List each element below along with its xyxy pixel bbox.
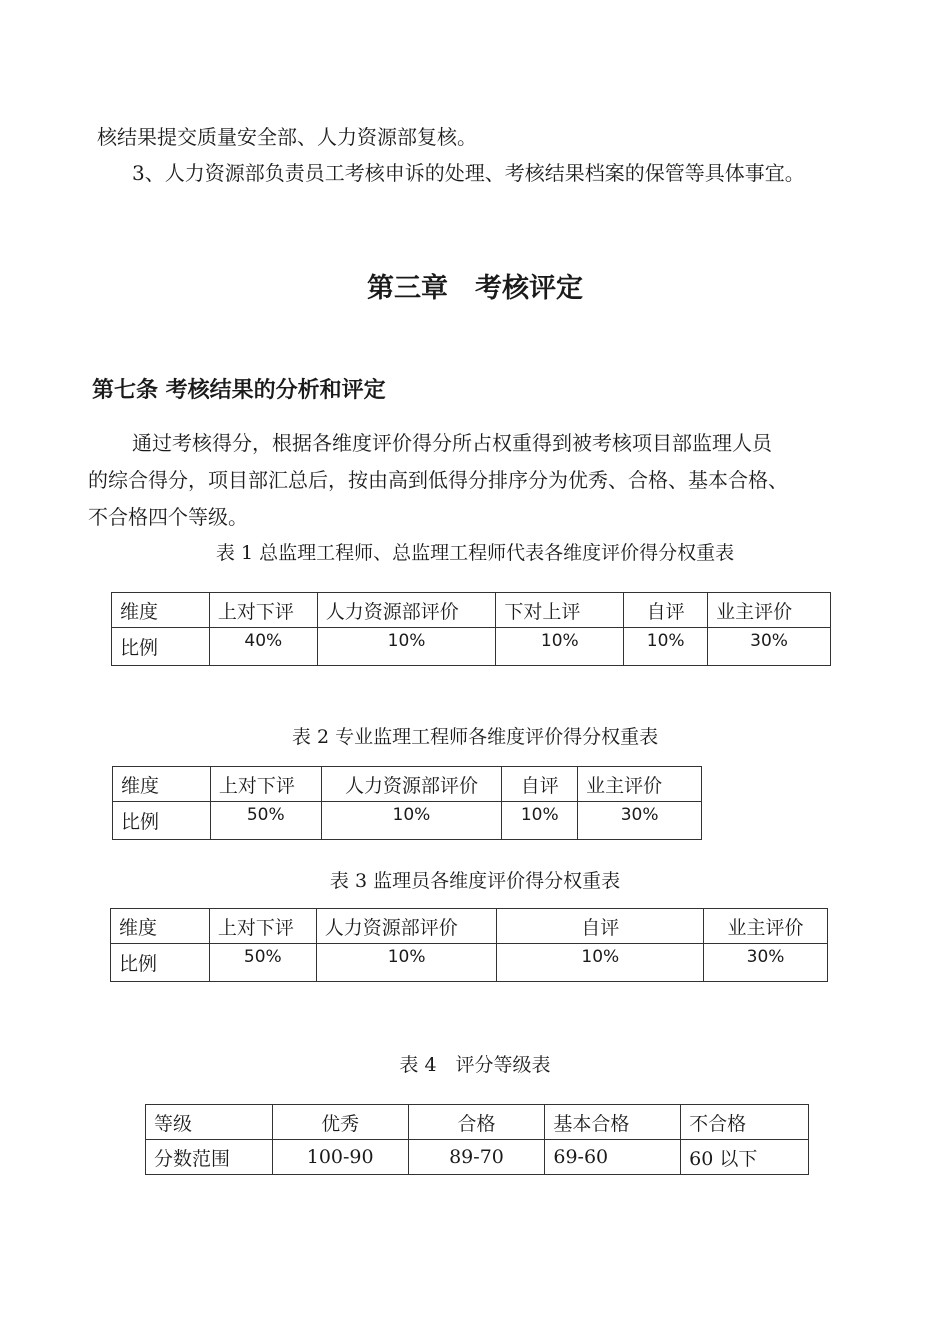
table-cell: 10% [317, 628, 496, 666]
table-cell: 优秀 [272, 1105, 408, 1140]
table3 [110, 908, 828, 982]
table-cell: 50% [209, 944, 316, 982]
table-cell: 维度 [112, 593, 210, 628]
table3-value-row [111, 944, 828, 982]
table4-caption: 表 4 评分等级表 [399, 1054, 551, 1076]
table-cell: 等级 [146, 1105, 273, 1140]
table-cell: 分数范围 [146, 1140, 273, 1175]
table-cell: 自评 [502, 767, 578, 802]
table4-value-row [146, 1140, 809, 1175]
paragraph-line-3: 不合格四个等级。 [88, 505, 248, 529]
table4-header-row [146, 1105, 809, 1140]
article-title: 第七条 考核结果的分析和评定 [92, 378, 386, 403]
table-cell: 40% [209, 628, 317, 666]
chapter-title: 第三章 考核评定 [367, 273, 583, 304]
table-cell: 比例 [113, 802, 211, 840]
table3-header-row [111, 909, 828, 944]
table-cell: 30% [578, 802, 702, 840]
table-cell: 10% [502, 802, 578, 840]
table-cell: 10% [496, 628, 624, 666]
table1 [111, 592, 831, 666]
table-cell: 人力资源部评价 [317, 593, 496, 628]
table-cell: 人力资源部评价 [316, 909, 497, 944]
intro-line-2: 3、人力资源部负责员工考核申诉的处理、考核结果档案的保管等具体事宜。 [132, 161, 805, 185]
table-cell: 自评 [624, 593, 708, 628]
table-cell: 自评 [497, 909, 704, 944]
table1-header-row [112, 593, 831, 628]
table-cell: 89-70 [408, 1140, 545, 1175]
table-cell: 30% [708, 628, 831, 666]
table-cell: 60 以下 [681, 1140, 809, 1175]
table-cell: 比例 [112, 628, 210, 666]
table2-caption: 表 2 专业监理工程师各维度评价得分权重表 [291, 726, 659, 748]
table-cell: 业主评价 [708, 593, 831, 628]
table2 [112, 766, 702, 840]
paragraph-line-1: 通过考核得分，根据各维度评价得分所占权重得到被考核项目部监理人员 [132, 431, 772, 455]
table2-header-row [113, 767, 702, 802]
paragraph-line-2: 的综合得分，项目部汇总后，按由高到低得分排序分为优秀、合格、基本合格、 [88, 468, 788, 492]
table-cell: 业主评价 [704, 909, 828, 944]
table-cell: 上对下评 [209, 909, 316, 944]
table-cell: 10% [624, 628, 708, 666]
table-cell: 维度 [111, 909, 210, 944]
table-cell: 比例 [111, 944, 210, 982]
table-cell: 10% [497, 944, 704, 982]
table-cell: 基本合格 [545, 1105, 681, 1140]
table-cell: 10% [316, 944, 497, 982]
table-cell: 人力资源部评价 [321, 767, 502, 802]
table-cell: 69-60 [545, 1140, 681, 1175]
table-cell: 100-90 [272, 1140, 408, 1175]
table3-caption: 表 3 监理员各维度评价得分权重表 [329, 870, 621, 892]
table-cell: 合格 [408, 1105, 545, 1140]
table4 [145, 1104, 809, 1175]
intro-line-1: 核结果提交质量安全部、人力资源部复核。 [97, 125, 477, 149]
table-cell: 下对上评 [496, 593, 624, 628]
table1-value-row [112, 628, 831, 666]
table-cell: 上对下评 [210, 767, 321, 802]
table-cell: 业主评价 [578, 767, 702, 802]
table1-caption: 表 1 总监理工程师、总监理工程师代表各维度评价得分权重表 [215, 542, 735, 564]
table-cell: 维度 [113, 767, 211, 802]
table-cell: 30% [704, 944, 828, 982]
table-cell: 10% [321, 802, 502, 840]
table-cell: 上对下评 [209, 593, 317, 628]
table-cell: 不合格 [681, 1105, 809, 1140]
table-cell: 50% [210, 802, 321, 840]
table2-value-row [113, 802, 702, 840]
